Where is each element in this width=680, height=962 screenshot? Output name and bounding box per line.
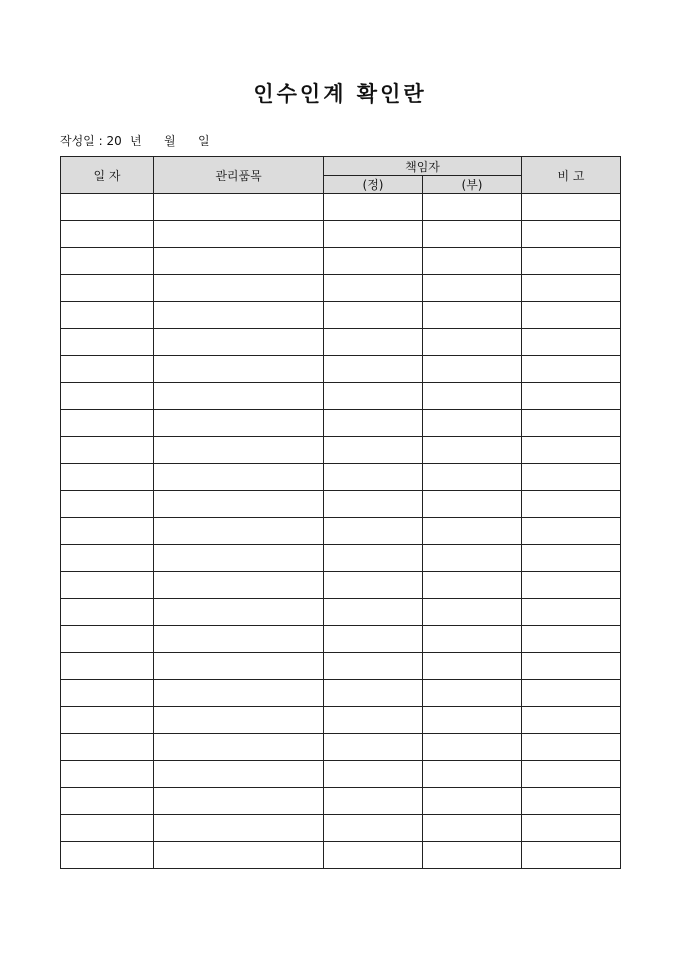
date-cell[interactable] xyxy=(61,815,154,842)
note-cell[interactable] xyxy=(522,302,621,329)
note-cell[interactable] xyxy=(522,842,621,869)
header-item: 관리품목 xyxy=(154,157,324,194)
note-cell[interactable] xyxy=(522,707,621,734)
note-cell[interactable] xyxy=(522,464,621,491)
item-cell[interactable] xyxy=(154,491,324,518)
table-body xyxy=(61,194,621,869)
table-row xyxy=(61,275,621,302)
header-responsible: 책임자 xyxy=(324,157,522,176)
table-row xyxy=(61,761,621,788)
note-cell[interactable] xyxy=(522,518,621,545)
item-cell[interactable] xyxy=(154,599,324,626)
note-cell[interactable] xyxy=(522,572,621,599)
main-cell[interactable] xyxy=(324,680,423,707)
date-cell[interactable] xyxy=(61,653,154,680)
main-cell[interactable] xyxy=(324,329,423,356)
sub-cell[interactable] xyxy=(423,626,522,653)
date-cell[interactable] xyxy=(61,464,154,491)
sub-cell[interactable] xyxy=(423,221,522,248)
main-cell[interactable] xyxy=(324,410,423,437)
table-row xyxy=(61,383,621,410)
date-cell[interactable] xyxy=(61,194,154,221)
item-cell[interactable] xyxy=(154,761,324,788)
note-cell[interactable] xyxy=(522,491,621,518)
note-cell[interactable] xyxy=(522,437,621,464)
main-cell[interactable] xyxy=(324,383,423,410)
item-cell[interactable] xyxy=(154,653,324,680)
note-cell[interactable] xyxy=(522,626,621,653)
sub-cell[interactable] xyxy=(423,437,522,464)
item-cell[interactable] xyxy=(154,815,324,842)
note-cell[interactable] xyxy=(522,545,621,572)
item-cell[interactable] xyxy=(154,329,324,356)
main-cell[interactable] xyxy=(324,815,423,842)
main-cell[interactable] xyxy=(324,221,423,248)
main-cell[interactable] xyxy=(324,572,423,599)
main-cell[interactable] xyxy=(324,518,423,545)
note-cell[interactable] xyxy=(522,275,621,302)
date-cell[interactable] xyxy=(61,410,154,437)
sub-cell[interactable] xyxy=(423,410,522,437)
item-cell[interactable] xyxy=(154,221,324,248)
table-row xyxy=(61,356,621,383)
sub-cell[interactable] xyxy=(423,842,522,869)
main-cell[interactable] xyxy=(324,788,423,815)
sub-cell[interactable] xyxy=(423,464,522,491)
date-cell[interactable] xyxy=(61,356,154,383)
sub-cell[interactable] xyxy=(423,518,522,545)
main-cell[interactable] xyxy=(324,275,423,302)
item-cell[interactable] xyxy=(154,545,324,572)
item-cell[interactable] xyxy=(154,572,324,599)
table-row xyxy=(61,302,621,329)
table-row xyxy=(61,248,621,275)
date-year-label: 년 xyxy=(130,134,142,148)
sub-cell[interactable] xyxy=(423,707,522,734)
item-cell[interactable] xyxy=(154,707,324,734)
date-cell[interactable] xyxy=(61,329,154,356)
main-cell[interactable] xyxy=(324,653,423,680)
sub-cell[interactable] xyxy=(423,491,522,518)
item-cell[interactable] xyxy=(154,302,324,329)
note-cell[interactable] xyxy=(522,734,621,761)
date-cell[interactable] xyxy=(61,707,154,734)
note-cell[interactable] xyxy=(522,248,621,275)
table-row xyxy=(61,788,621,815)
table-row xyxy=(61,707,621,734)
sub-cell[interactable] xyxy=(423,302,522,329)
sub-cell[interactable] xyxy=(423,275,522,302)
main-cell[interactable] xyxy=(324,761,423,788)
date-cell[interactable] xyxy=(61,599,154,626)
header-date: 일 자 xyxy=(61,157,154,194)
note-cell[interactable] xyxy=(522,356,621,383)
sub-cell[interactable] xyxy=(423,572,522,599)
main-cell[interactable] xyxy=(324,707,423,734)
table-row xyxy=(61,464,621,491)
main-cell[interactable] xyxy=(324,302,423,329)
date-cell[interactable] xyxy=(61,302,154,329)
table-row xyxy=(61,221,621,248)
item-cell[interactable] xyxy=(154,356,324,383)
note-cell[interactable] xyxy=(522,383,621,410)
note-cell[interactable] xyxy=(522,680,621,707)
note-cell[interactable] xyxy=(522,221,621,248)
table-row xyxy=(61,842,621,869)
date-cell[interactable] xyxy=(61,626,154,653)
sub-cell[interactable] xyxy=(423,815,522,842)
table-row xyxy=(61,491,621,518)
date-cell[interactable] xyxy=(61,572,154,599)
item-cell[interactable] xyxy=(154,626,324,653)
sub-cell[interactable] xyxy=(423,680,522,707)
item-cell[interactable] xyxy=(154,464,324,491)
main-cell[interactable] xyxy=(324,545,423,572)
main-cell[interactable] xyxy=(324,734,423,761)
item-cell[interactable] xyxy=(154,518,324,545)
table-row xyxy=(61,572,621,599)
sub-cell[interactable] xyxy=(423,788,522,815)
item-cell[interactable] xyxy=(154,410,324,437)
table-row xyxy=(61,680,621,707)
date-cell[interactable] xyxy=(61,221,154,248)
sub-cell[interactable] xyxy=(423,248,522,275)
header-main: (정) xyxy=(324,176,423,194)
table-row xyxy=(61,734,621,761)
note-cell[interactable] xyxy=(522,599,621,626)
table-row xyxy=(61,329,621,356)
note-cell[interactable] xyxy=(522,329,621,356)
note-cell[interactable] xyxy=(522,815,621,842)
date-day-label: 일 xyxy=(198,134,210,148)
date-cell[interactable] xyxy=(61,275,154,302)
document-title: 인수인계 확인란 xyxy=(253,81,427,106)
note-cell[interactable] xyxy=(522,653,621,680)
main-cell[interactable] xyxy=(324,491,423,518)
table-row xyxy=(61,518,621,545)
item-cell[interactable] xyxy=(154,437,324,464)
item-cell[interactable] xyxy=(154,194,324,221)
sub-cell[interactable] xyxy=(423,734,522,761)
table-row xyxy=(61,194,621,221)
date-cell[interactable] xyxy=(61,788,154,815)
main-cell[interactable] xyxy=(324,356,423,383)
date-month-label: 월 xyxy=(164,134,176,148)
date-cell[interactable] xyxy=(61,518,154,545)
date-cell[interactable] xyxy=(61,545,154,572)
table-row xyxy=(61,545,621,572)
item-cell[interactable] xyxy=(154,383,324,410)
main-cell[interactable] xyxy=(324,626,423,653)
item-cell[interactable] xyxy=(154,680,324,707)
note-cell[interactable] xyxy=(522,410,621,437)
main-cell[interactable] xyxy=(324,194,423,221)
date-cell[interactable] xyxy=(61,383,154,410)
date-cell[interactable] xyxy=(61,761,154,788)
date-cell[interactable] xyxy=(61,734,154,761)
handover-table xyxy=(60,156,621,869)
main-cell[interactable] xyxy=(324,842,423,869)
table-row xyxy=(61,653,621,680)
date-cell[interactable] xyxy=(61,248,154,275)
sub-cell[interactable] xyxy=(423,599,522,626)
table-row xyxy=(61,437,621,464)
header-note: 비 고 xyxy=(522,157,621,194)
note-cell[interactable] xyxy=(522,194,621,221)
note-cell[interactable] xyxy=(522,761,621,788)
table-row xyxy=(61,815,621,842)
table-row xyxy=(61,626,621,653)
item-cell[interactable] xyxy=(154,275,324,302)
table-row xyxy=(61,410,621,437)
sub-cell[interactable] xyxy=(423,356,522,383)
header-sub: (부) xyxy=(423,176,522,194)
main-cell[interactable] xyxy=(324,599,423,626)
main-cell[interactable] xyxy=(324,437,423,464)
sub-cell[interactable] xyxy=(423,653,522,680)
date-line xyxy=(60,132,210,149)
table-row xyxy=(61,599,621,626)
item-cell[interactable] xyxy=(154,734,324,761)
main-cell[interactable] xyxy=(324,248,423,275)
sub-cell[interactable] xyxy=(423,194,522,221)
item-cell[interactable] xyxy=(154,842,324,869)
date-cell[interactable] xyxy=(61,680,154,707)
item-cell[interactable] xyxy=(154,248,324,275)
sub-cell[interactable] xyxy=(423,545,522,572)
sub-cell[interactable] xyxy=(423,761,522,788)
date-cell[interactable] xyxy=(61,491,154,518)
date-label: 작성일 : 20 xyxy=(60,134,122,148)
sub-cell[interactable] xyxy=(423,329,522,356)
note-cell[interactable] xyxy=(522,788,621,815)
item-cell[interactable] xyxy=(154,788,324,815)
date-cell[interactable] xyxy=(61,437,154,464)
sub-cell[interactable] xyxy=(423,383,522,410)
date-cell[interactable] xyxy=(61,842,154,869)
main-cell[interactable] xyxy=(324,464,423,491)
